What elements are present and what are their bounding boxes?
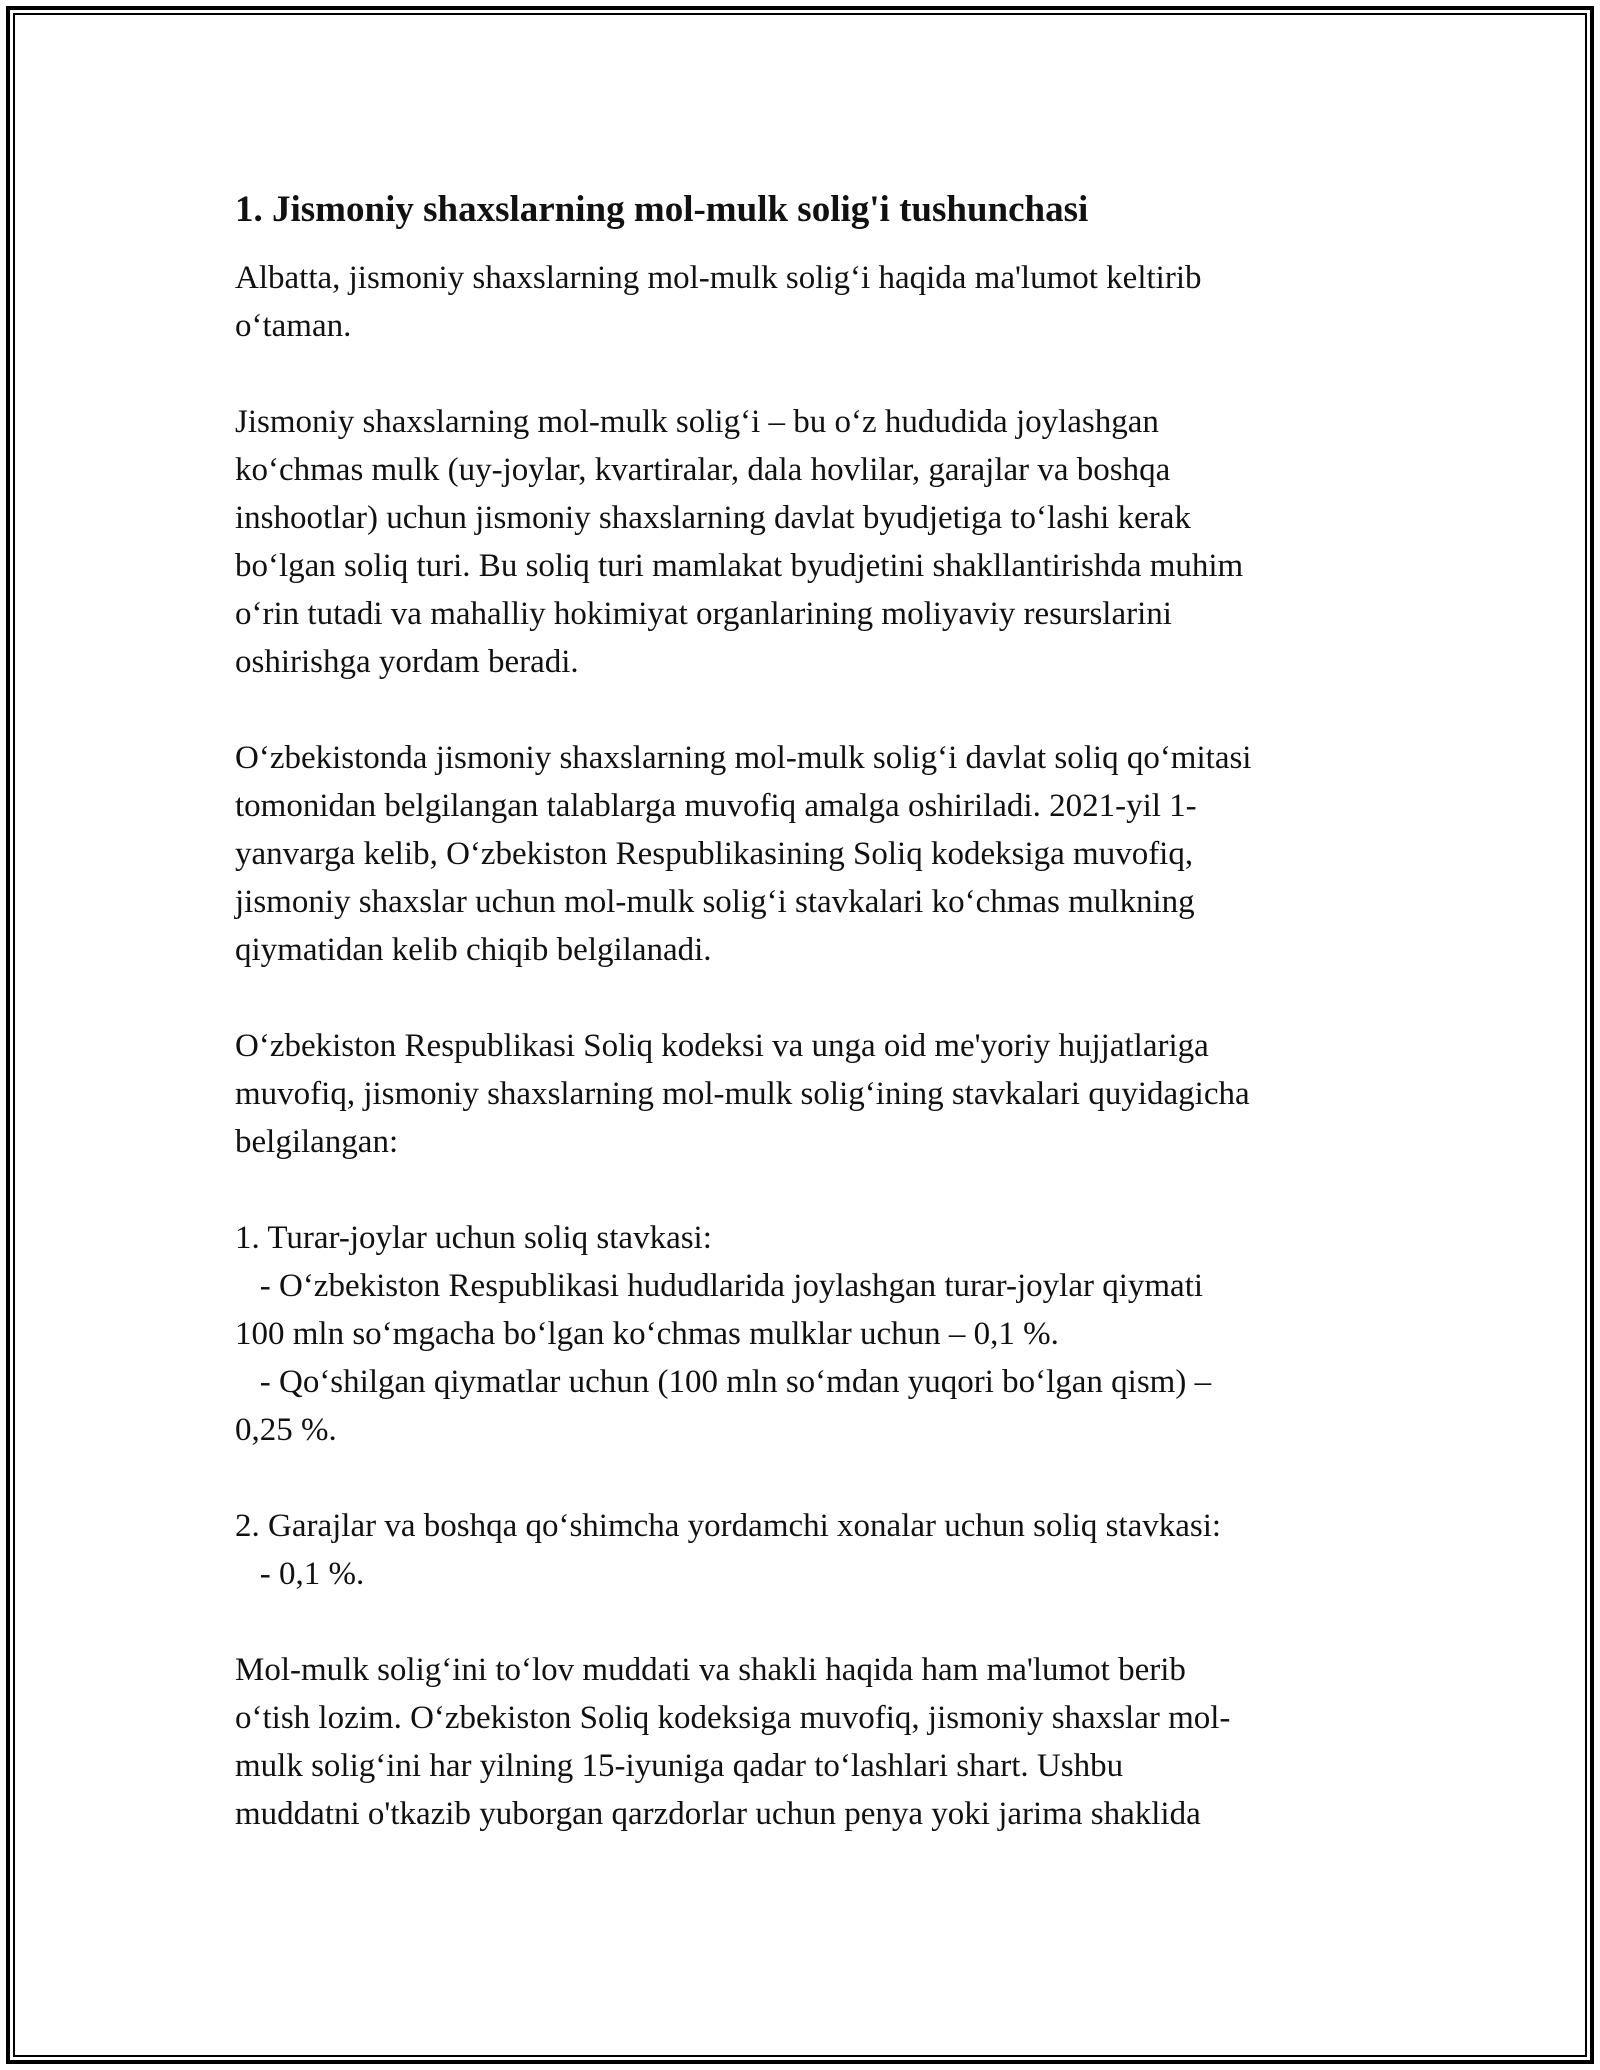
paragraph-list [235,254,1385,1838]
paragraph-line: oshirishga yordam beradi. [235,644,579,680]
paragraph-line: 100 mln soʻmgacha boʻlgan koʻchmas mulklar uchun – 0,1 %. [235,1316,1059,1352]
paragraph [235,1214,1385,1454]
paragraph-line: Oʻzbekistonda jismoniy shaxslarning mol-mulk soligʻi davlat soliq qoʻmitasi [235,740,1252,776]
paragraph [235,398,1385,686]
paragraph-line: Jismoniy shaxslarning mol-mulk soligʻi – bu oʻz hududida joylashgan [235,404,1159,440]
paragraph-line: 1. Turar-joylar uchun soliq stavkasi: [235,1220,712,1256]
paragraph-spacer [235,1598,1385,1646]
paragraph-line: - Oʻzbekiston Respublikasi hududlarida joylashgan turar-joylar qiymati [235,1268,1204,1304]
paragraph-line: tomonidan belgilangan talablarga muvofiq amalga oshiriladi. 2021-yil 1- [235,788,1197,824]
paragraph-line: muddatni o'tkazib yuborgan qarzdorlar uchun penya yoki jarima shaklida [235,1796,1201,1832]
paragraph-line: oʻtaman. [235,308,352,344]
paragraph-line: inshootlar) uchun jismoniy shaxslarning davlat byudjetiga toʻlashi kerak [235,500,1191,536]
paragraph-line: 2. Garajlar va boshqa qoʻshimcha yordamchi xonalar uchun soliq stavkasi: [235,1508,1222,1544]
paragraph-line: oʻtish lozim. Oʻzbekiston Soliq kodeksiga muvofiq, jismoniy shaxslar mol- [235,1700,1231,1736]
paragraph [235,1022,1385,1166]
document-body [235,186,1385,1838]
document-title: 1. Jismoniy shaxslarning mol-mulk solig'i tushunchasi [235,189,1089,230]
paragraph-line: mulk soligʻini har yilning 15-iyuniga qadar toʻlashlari shart. Ushbu [235,1748,1124,1784]
paragraph-spacer [235,1166,1385,1214]
paragraph-line: boʻlgan soliq turi. Bu soliq turi mamlakat byudjetini shakllantirishda muhim [235,548,1244,584]
paragraph-line: 0,25 %. [235,1412,337,1448]
paragraph-line: koʻchmas mulk (uy-joylar, kvartiralar, dala hovlilar, garajlar va boshqa [235,452,1171,488]
paragraph-line: qiymatidan kelib chiqib belgilanadi. [235,932,712,968]
paragraph-line: Mol-mulk soligʻini toʻlov muddati va shakli haqida ham ma'lumot berib [235,1652,1186,1688]
paragraph-line: belgilangan: [235,1124,399,1160]
paragraph-line: Albatta, jismoniy shaxslarning mol-mulk soligʻi haqida ma'lumot keltirib [235,260,1202,296]
paragraph-line: muvofiq, jismoniy shaxslarning mol-mulk soligʻining stavkalari quyidagicha [235,1076,1250,1112]
paragraph [235,1502,1385,1598]
paragraph-spacer [235,686,1385,734]
paragraph-spacer [235,350,1385,398]
paragraph [235,254,1385,350]
paragraph-line: jismoniy shaxslar uchun mol-mulk soligʻi stavkalari koʻchmas mulkning [235,884,1195,920]
paragraph-line: - 0,1 %. [235,1556,365,1592]
paragraph-line: - Qoʻshilgan qiymatlar uchun (100 mln soʻmdan yuqori boʻlgan qism) – [235,1364,1212,1400]
paragraph-line: Oʻzbekiston Respublikasi Soliq kodeksi va unga oid me'yoriy hujjatlariga [235,1028,1209,1064]
paragraph-spacer [235,974,1385,1022]
paragraph-line: yanvarga kelib, Oʻzbekiston Respublikasining Soliq kodeksiga muvofiq, [235,836,1194,872]
paragraph-spacer [235,1454,1385,1502]
paragraph [235,734,1385,974]
paragraph-line: oʻrin tutadi va mahalliy hokimiyat organlarining moliyaviy resurslarini [235,596,1172,632]
paragraph [235,1646,1385,1838]
